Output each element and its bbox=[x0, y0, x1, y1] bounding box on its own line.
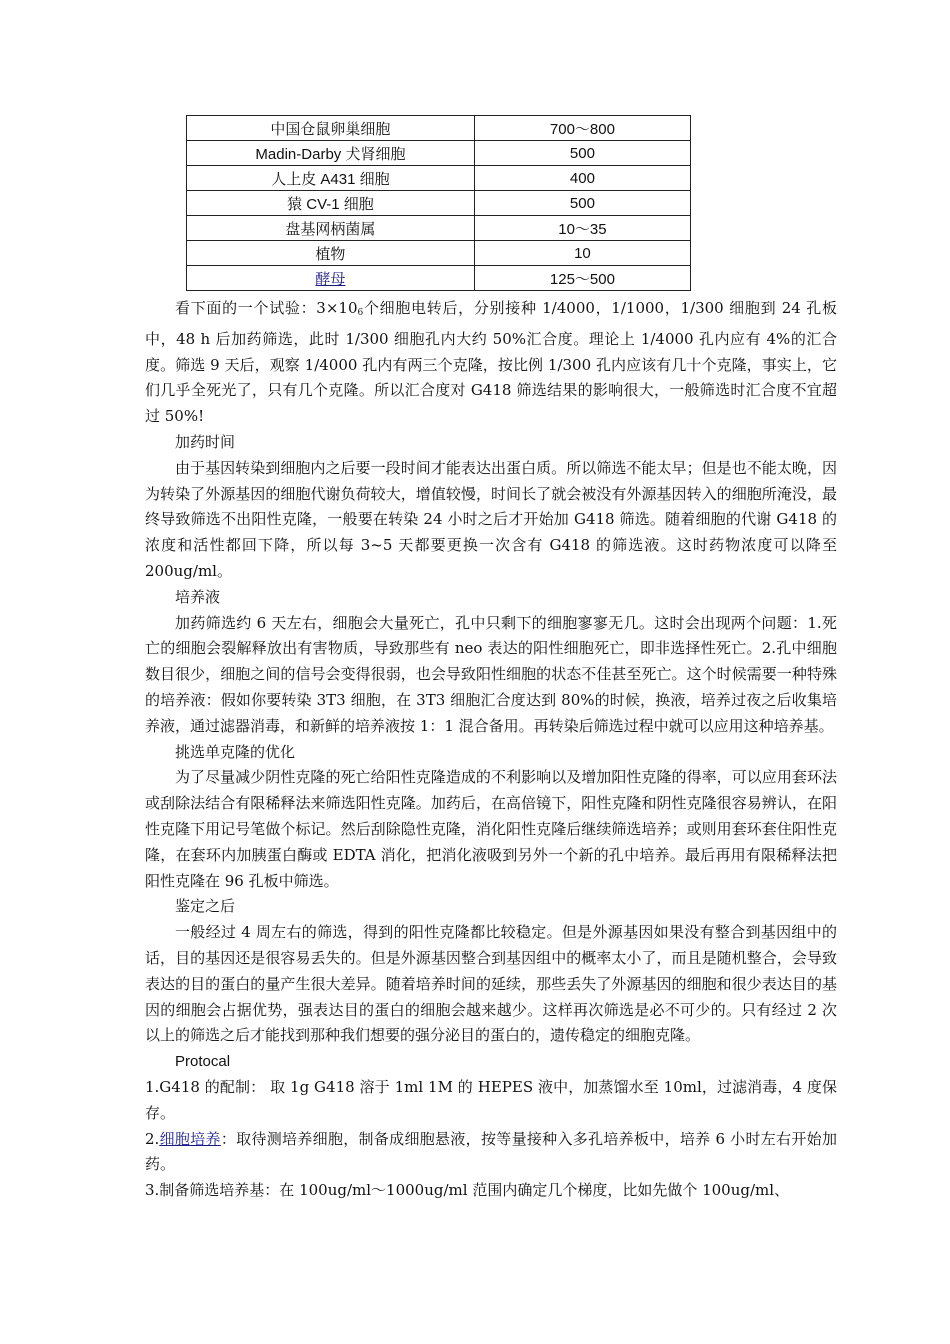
section-heading-optimization: 挑选单克隆的优化 bbox=[175, 742, 296, 761]
cell-culture-link[interactable]: 细胞培养 bbox=[159, 1129, 221, 1148]
section-heading-medium: 培养液 bbox=[175, 587, 221, 606]
section-heading-timing: 加药时间 bbox=[175, 432, 236, 451]
table-row bbox=[187, 141, 691, 166]
protocol-step-2 bbox=[145, 1127, 837, 1179]
yeast-link[interactable]: 酵母 bbox=[315, 270, 346, 288]
table-row bbox=[187, 116, 691, 141]
experiment-text-b: 个细胞电转后，分别接种 1/4000，1/1000，1/300 细胞到 24 孔板中，48 h 后加药筛选，此时 1/300 细胞孔内大约 50%汇合度。理论上 1/4000 孔内应有 4%的汇合度。筛选 9 天后，观察 1/4000 孔内有两三个克隆，按比例 1/300 孔内应该有几十个克隆，事实上，它们几乎全死光了，只有几个克隆。所以汇合度对 G418 筛选结果的影响很大，一般筛选时汇合度不宜超过 50%! bbox=[145, 299, 837, 426]
step-2-number: 2. bbox=[145, 1129, 160, 1148]
step-2-text: ：取待测培养细胞，制备成细胞悬液，按等量接种入多孔培养板中，培养 6 小时左右开始加药。 bbox=[145, 1129, 837, 1174]
table-cell-value: 10～35 bbox=[474, 216, 690, 241]
table-cell-organism: 中国仓鼠卵巢细胞 bbox=[187, 116, 475, 141]
g418-concentration-table bbox=[186, 115, 691, 291]
section-body-medium: 加药筛选约 6 天左右，细胞会大量死亡，孔中只剩下的细胞寥寥无几。这时会出现两个问题：1.死亡的细胞会裂解释放出有害物质，导致那些有 neo 表达的阳性细胞死亡，即非选择性死亡。2.孔中细胞数目很少，细胞之间的信号会变得很弱，也会导致阳性细胞的状态不佳甚至死亡。这个时候需要一种特殊的培养液：假如你要转染 3T3 细胞，在 3T3 细胞汇合度达到 80%的时候，换液，培养过夜之后收集培养液，通过滤器消毒，和新鲜的培养液按 1：1 混合备用。再转染后筛选过程中就可以应用这种培养基。 bbox=[145, 613, 837, 735]
table-row bbox=[187, 241, 691, 266]
section-body-timing: 由于基因转染到细胞内之后要一段时间才能表达出蛋白质。所以筛选不能太早；但是也不能太晚，因为转染了外源基因的细胞代谢负荷较大，增值较慢，时间长了就会被没有外源基因转入的细胞所淹没，最终导致筛选不出阳性克隆，一般要在转染 24 小时之后才开始加 G418 筛选。随着细胞的代谢 G418 的浓度和活性都回下降，所以每 3~5 天都要更换一次含有 G418 的筛选液。这时药物浓度可以降至 200ug/ml。 bbox=[145, 458, 837, 580]
table-row bbox=[187, 216, 691, 241]
table-cell-value: 700～800 bbox=[474, 116, 690, 141]
protocol-heading: Protocal bbox=[175, 1053, 231, 1071]
experiment-subscript: 6 bbox=[357, 308, 364, 318]
section-body-after: 一般经过 4 周左右的筛选，得到的阳性克隆都比较稳定。但是外源基因如果没有整合到基因组中的话，目的基因还是很容易丢失的。但是外源基因整合到基因组中的概率太小了，而且是随机整合，会导致表达的目的蛋白的量产生很大差异。随着培养时间的延续，那些丢失了外源基因的细胞和很少表达目的基因的细胞会占据优势，强表达目的蛋白的细胞会越来越少。这样再次筛选是必不可少的。只有经过 2 次以上的筛选之后才能找到那种我们想要的强分泌目的蛋白的，遗传稳定的细胞克隆。 bbox=[145, 923, 837, 1045]
table-cell-value: 500 bbox=[474, 191, 690, 216]
table-cell-organism bbox=[187, 266, 475, 291]
table-cell-value: 400 bbox=[474, 166, 690, 191]
section-heading-after: 鉴定之后 bbox=[175, 897, 236, 916]
table-cell-value: 125～500 bbox=[474, 266, 690, 291]
experiment-text-a: 看下面的一个试验：3×10 bbox=[175, 299, 358, 317]
table-cell-value: 10 bbox=[474, 241, 690, 266]
body-text bbox=[145, 296, 837, 1204]
table-row bbox=[187, 191, 691, 216]
table-cell-value: 500 bbox=[474, 141, 690, 166]
table-row bbox=[187, 166, 691, 191]
protocol-step-1: 1.G418 的配制： 取 1g G418 溶于 1ml 1M 的 HEPES 液中，加蒸馏水至 10ml，过滤消毒，4 度保存。 bbox=[145, 1077, 837, 1122]
table-cell-organism: 盘基网柄菌属 bbox=[187, 216, 475, 241]
table-cell-organism: Madin-Darby 犬肾细胞 bbox=[187, 141, 475, 166]
experiment-paragraph bbox=[145, 296, 837, 430]
protocol-step-3: 3.制备筛选培养基：在 100ug/ml～1000ug/ml 范围内确定几个梯度，比如先做个 100ug/ml、 bbox=[145, 1181, 790, 1200]
table-row bbox=[187, 266, 691, 291]
section-body-optimization: 为了尽量减少阴性克隆的死亡给阳性克隆造成的不利影响以及增加阳性克隆的得率，可以应用套环法或刮除法结合有限稀释法来筛选阳性克隆。加药后，在高倍镜下，阳性克隆和阴性克隆很容易辨认，在阳性克隆下用记号笔做个标记。然后刮除隐性克隆，消化阳性克隆后继续筛选培养；或则用套环套住阳性克隆，在套环内加胰蛋白酶或 EDTA 消化，把消化液吸到另外一个新的孔中培养。最后再用有限稀释法把阳性克隆在 96 孔板中筛选。 bbox=[145, 768, 837, 890]
table-cell-organism: 植物 bbox=[187, 241, 475, 266]
table-cell-organism: 猿 CV-1 细胞 bbox=[187, 191, 475, 216]
table-cell-organism: 人上皮 A431 细胞 bbox=[187, 166, 475, 191]
